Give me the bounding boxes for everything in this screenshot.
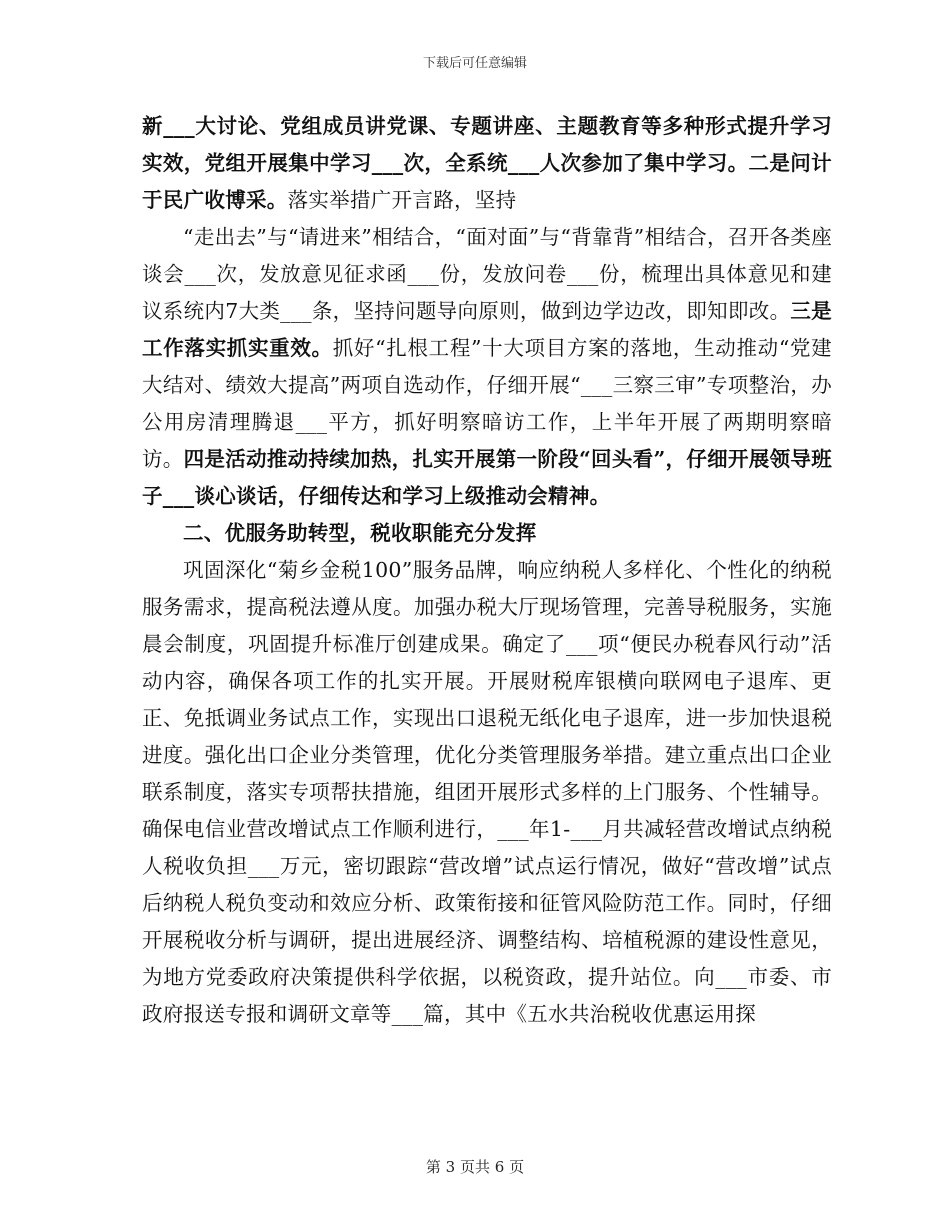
body-text: 巩固深化“菊乡金税100”服务品牌，响应纳税人多样化、个性化的纳税服务需求，提高税法遵从度。加强办税大厅现场管理，完善导税服务，实施晨会制度，巩固提升标准厅创建成果。确定了___项“便民办税春风行动”活动内容，确保各项工作的扎实开展。开展财税库银横向联网电子退库、更正、免抵调业务试点工作，实现出口退税无纸化电子退库，进一步加快退税进度。强化出口企业分类管理，优化分类管理服务举措。建立重点出口企业联系制度，落实专项帮扶措施，组团开展形式多样的上门服务、个性辅导。确保电信业营改增试点工作顺利进行，___年1-___月共减轻营改增试点纳税人税收负担___万元，密切跟踪“营改增”试点运行情况，做好“营改增”试点后纳税人税负变动和效应分析、政策衔接和征管风险防范工作。同时，仔细开展税收分析与调研，提出进展经济、调整结构、培植税源的建设性意见，为地方党委政府决策提供科学依据，以税资政，提升站位。向___市委、市政府报送专报和调研文章等___篇，其中《五水共治税收优惠运用探 [142, 558, 832, 1026]
body-text: “走出去”与“请进来”相结合，“面对面”与“背靠背”相结合，召开各类座谈会___次，发放意见征求函___份，发放问卷___份，梳理出具体意见和建议系统内7大类___条，坚持问题导向原则，做到边学边改，即知即改。 [142, 225, 832, 323]
bold-text: 三是工作落实抓实重效。 [142, 299, 832, 360]
paragraph-3 [142, 552, 832, 1033]
page-number-footer: 第 3 页共 6 页 [425, 1158, 525, 1176]
document-body [142, 108, 832, 1033]
body-text: 落实举措广开言路，坚持 [287, 188, 517, 212]
page-header-note: 下载后可任意编辑 [422, 56, 527, 71]
bold-text: 新___大讨论、党组成员讲党课、专题讲座、主题教育等多种形式提升学习实效，党组开展集中学习___次，全系统___人次参加了集中学习。二是问计于民广收博采。 [142, 114, 832, 212]
paragraph-2 [142, 219, 832, 515]
section-heading: 二、优服务助转型，税收职能充分发挥 [183, 521, 537, 545]
paragraph-1 [142, 108, 832, 219]
body-text: 抓好“扎根工程”十大项目方案的落地，生动推动“党建大结对、绩效大提高”两项自选动作，仔细开展“___三察三审”专项整治，办公用房清理腾退___平方，抓好明察暗访工作，上半年开展了两期明察暗访。 [142, 336, 832, 471]
bold-text: 四是活动推动持续加热，扎实开展第一阶段“回头看”，仔细开展领导班子___谈心谈话，仔细传达和学习上级推动会精神。 [142, 447, 832, 508]
